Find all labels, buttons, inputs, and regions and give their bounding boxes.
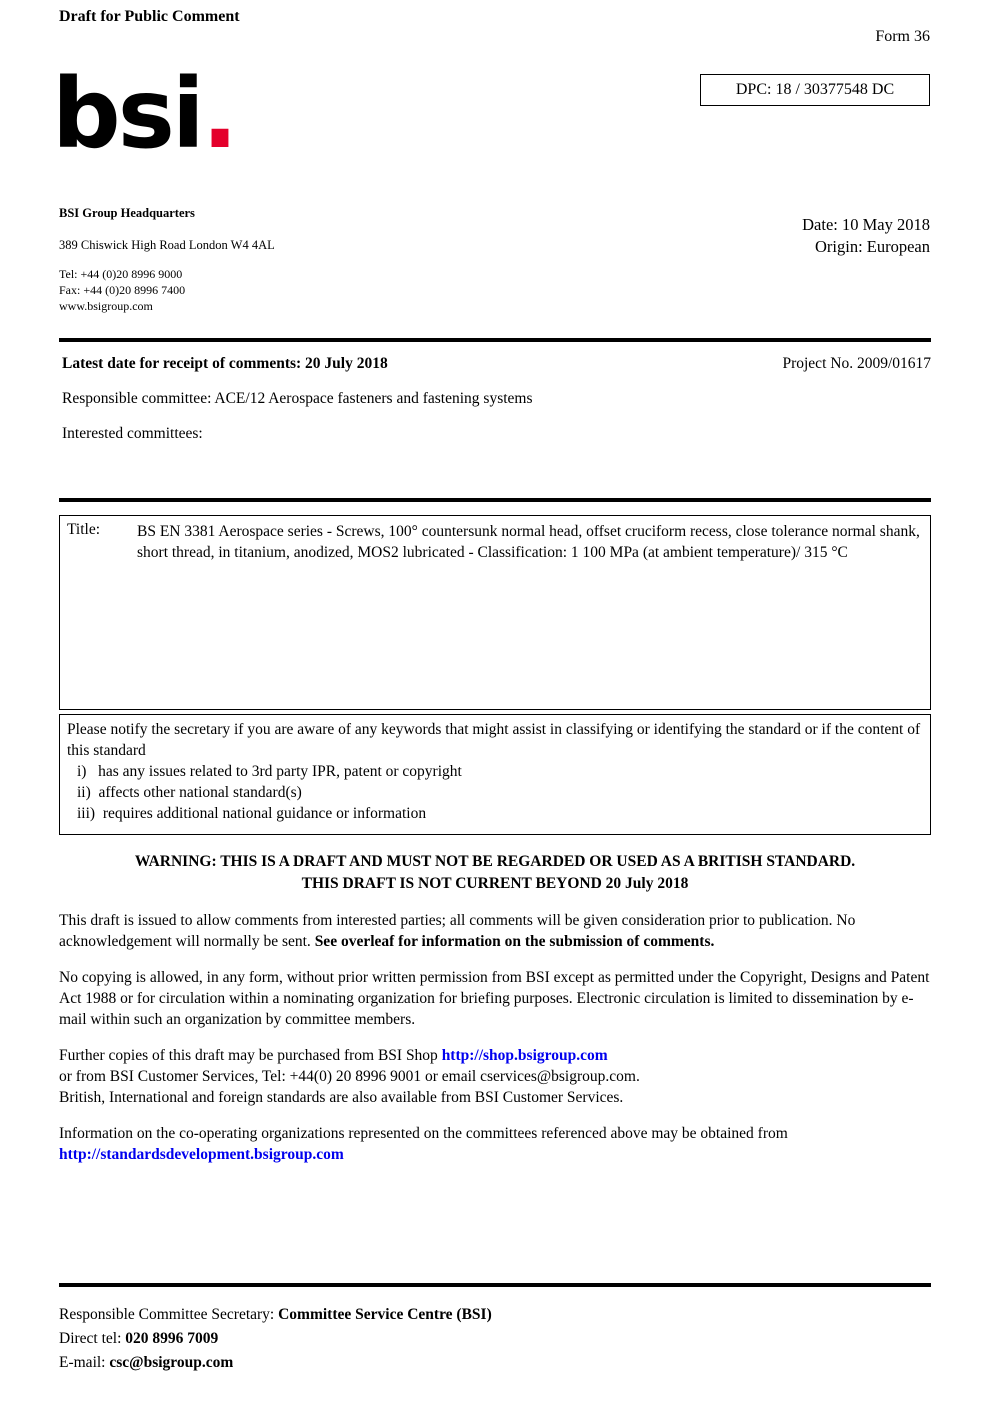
standard-title: BS EN 3381 Aerospace series - Screws, 100° countersunk normal head, offset cruciform recess, close tolerance normal shank, short thread, in titanium, anodized, MOS2 lubricated - Classification: 1 100 MPa (at ambient temperature)/ 315 °C: [137, 523, 920, 561]
keywords-item-iii: iii) requires additional national guidance or information: [77, 805, 427, 822]
dpc-number: DPC: 18 / 30377548 DC: [735, 81, 895, 98]
main-content: [59, 338, 931, 1165]
dpc-number-box: [700, 74, 930, 106]
divider-middle: [59, 498, 931, 502]
divider-top: [59, 338, 931, 342]
title-box: [59, 515, 931, 710]
standards-development-link[interactable]: http://standardsdevelopment.bsigroup.com: [59, 1146, 344, 1163]
hq-name: BSI Group Headquarters: [59, 206, 195, 220]
bsi-shop-link[interactable]: http://shop.bsigroup.com: [441, 1047, 608, 1064]
keywords-item-ii: ii) affects other national standard(s): [77, 784, 302, 801]
warning-line-1: WARNING: THIS IS A DRAFT AND MUST NOT BE REGARDED OR USED AS A BRITISH STANDARD.: [134, 853, 856, 870]
secretary-label: Responsible Committee Secretary:: [59, 1306, 279, 1323]
hq-website: www.bsigroup.com: [59, 299, 153, 313]
draft-for-public-comment-label: Draft for Public Comment: [59, 8, 240, 25]
keywords-item-i: i) has any issues related to 3rd party IPR, patent or copyright: [77, 763, 462, 780]
paragraph-no-copying: No copying is allowed, in any form, without prior written permission from BSI except as permitted under the Copyright, Designs and Patent Act 1988 or for circulation within a nominating organization for briefing purposes. Electronic circulation is limited to dissemination by e-mail within such an organization by committee members.: [59, 969, 930, 1028]
warning-line-2: THIS DRAFT IS NOT CURRENT BEYOND 20 July 2018: [301, 875, 689, 892]
comments-row: [59, 355, 931, 373]
date-origin-block: [802, 214, 930, 258]
document-date: Date: 10 May 2018: [802, 215, 930, 234]
divider-bottom: [59, 1283, 931, 1287]
paragraph-1-text: This draft is issued to allow comments from interested parties; all comments will be given consideration prior to publication. No acknowledgement will normally be sent.: [59, 912, 856, 950]
standards-available-line: British, International and foreign standards are also available from BSI Customer Services.: [59, 1089, 624, 1106]
hq-tel: Tel: +44 (0)20 8996 9000: [59, 267, 183, 281]
hq-address: 389 Chiswick High Road London W4 4AL: [59, 238, 275, 252]
form-number: Form 36: [875, 28, 930, 45]
interested-committees: Interested committees:: [62, 425, 203, 442]
latest-date-for-comments: Latest date for receipt of comments: 20 July 2018: [62, 355, 388, 372]
secretary-value: Committee Service Centre (BSI): [278, 1306, 492, 1323]
direct-tel-value: 020 8996 7009: [125, 1330, 219, 1347]
paragraph-cooperating-orgs: [59, 1123, 931, 1165]
title-label: Title:: [67, 521, 101, 538]
secretary-line: [59, 1303, 492, 1327]
keywords-intro: Please notify the secretary if you are aware of any keywords that might assist in classifying or identifying the standard or if the content of this standard: [67, 721, 921, 759]
customer-services-line: or from BSI Customer Services, Tel: +44(0) 20 8996 9001 or email cservices@bsigroup.com.: [59, 1068, 640, 1085]
draft-warning: [59, 851, 931, 895]
direct-tel-line: [59, 1327, 492, 1351]
keywords-box: [59, 714, 931, 835]
hq-fax: Fax: +44 (0)20 8996 7400: [59, 283, 186, 297]
project-number: Project No. 2009/01617: [782, 355, 931, 372]
email-value: csc@bsigroup.com: [109, 1354, 234, 1371]
bsi-logo: [52, 58, 239, 170]
bsi-logo-dot: .: [201, 58, 239, 170]
email-label: E-mail:: [59, 1354, 110, 1371]
responsible-committee: Responsible committee: ACE/12 Aerospace fasteners and fastening systems: [62, 390, 533, 407]
paragraph-1-bold: See overleaf for information on the submission of comments.: [314, 933, 715, 950]
footer-contact: [59, 1303, 492, 1375]
paragraph-further-copies: [59, 1045, 931, 1108]
further-copies-text: Further copies of this draft may be purchased from BSI Shop: [59, 1047, 442, 1064]
cooperating-orgs-text: Information on the co-operating organizations represented on the committees referenced above may be obtained from: [59, 1125, 788, 1142]
bsi-logo-text: bsi: [52, 58, 202, 170]
document-origin: Origin: European: [814, 237, 930, 256]
paragraph-comments-consideration: [59, 910, 931, 952]
direct-tel-label: Direct tel:: [59, 1330, 126, 1347]
email-line: [59, 1351, 492, 1375]
